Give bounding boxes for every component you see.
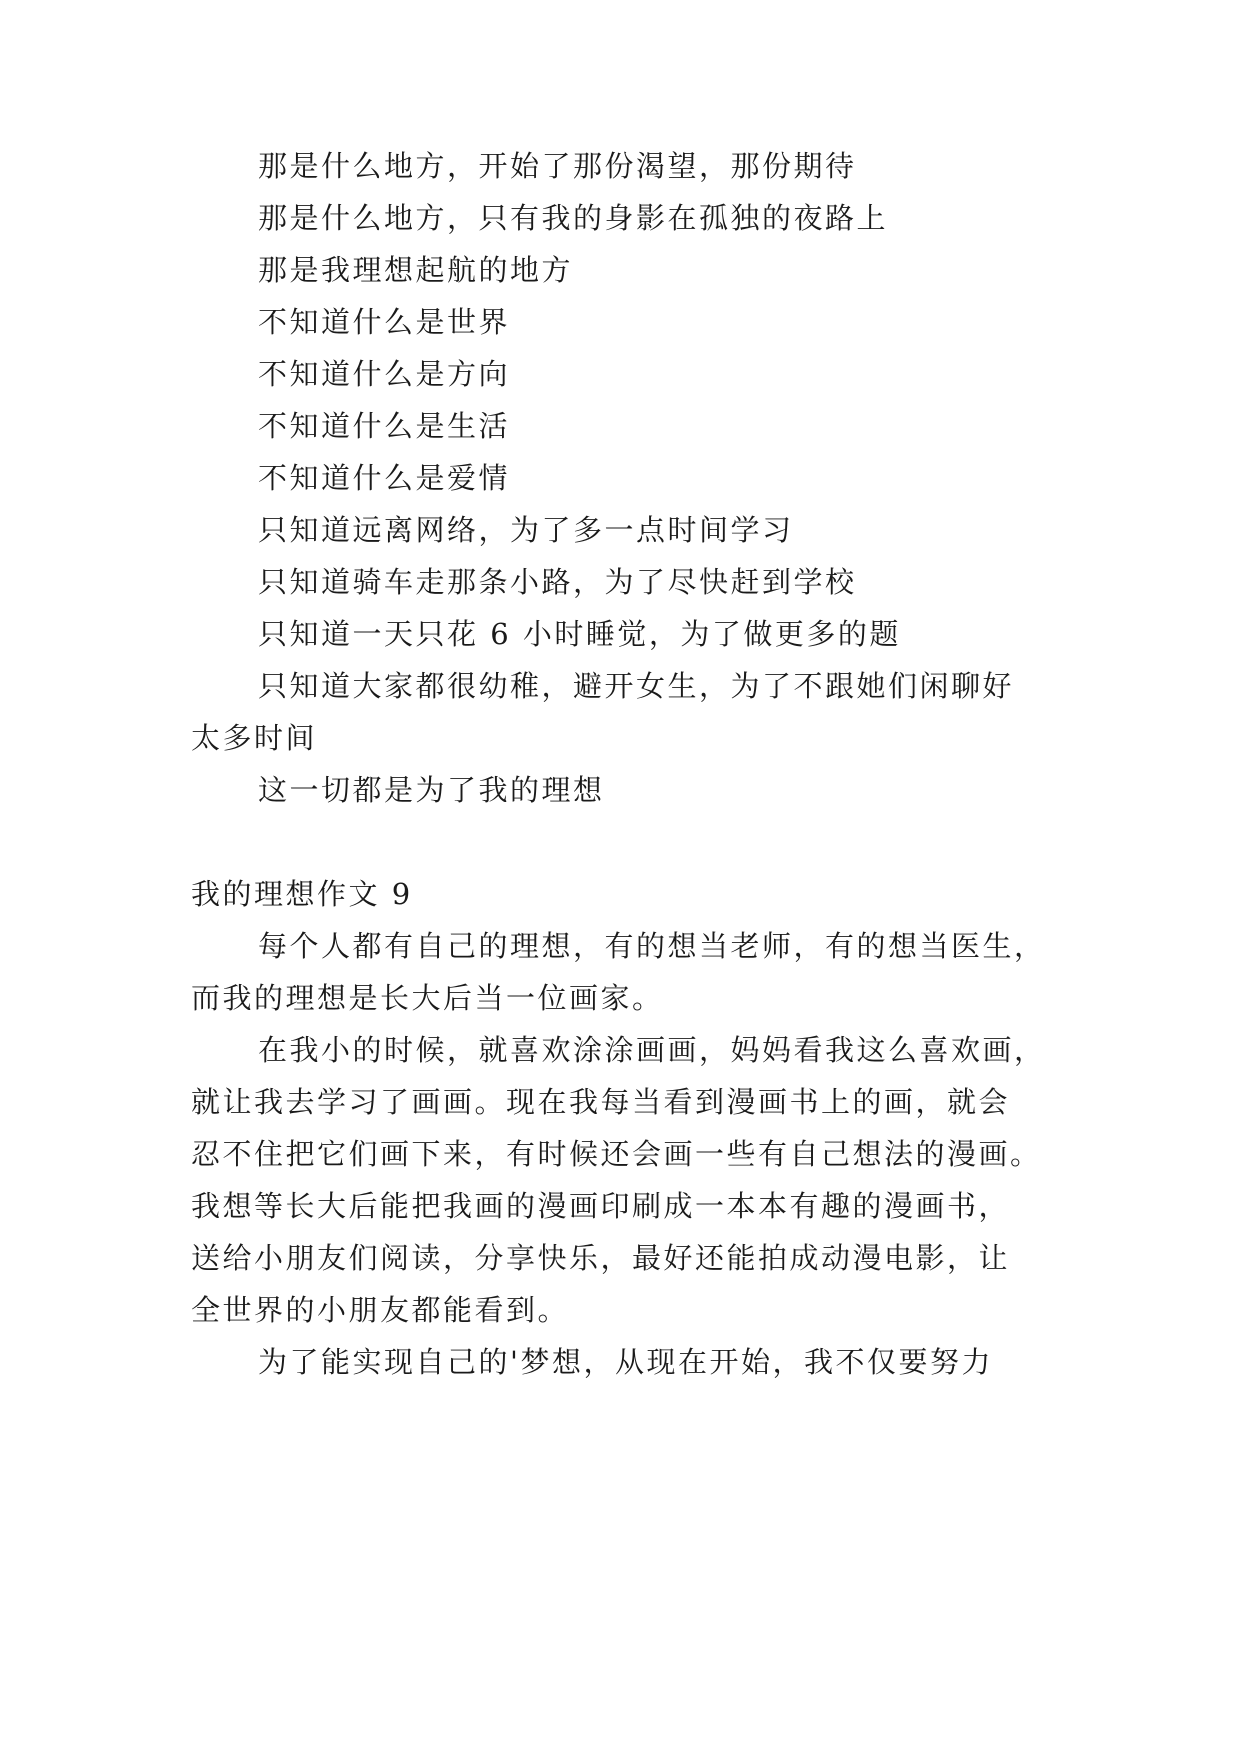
poem-line-2: 那是什么地方，只有我的身影在孤独的夜路上 bbox=[258, 201, 889, 235]
essay-line-8: 全世界的小朋友都能看到。 bbox=[191, 1293, 570, 1327]
essay-line-6: 我想等长大后能把我画的漫画印刷成一本本有趣的漫画书， bbox=[191, 1189, 1011, 1223]
poem-line-6: 不知道什么是生活 bbox=[258, 409, 511, 443]
poem-line-5: 不知道什么是方向 bbox=[258, 357, 511, 391]
essay-line-5: 忍不住把它们画下来，有时候还会画一些有自己想法的漫画。 bbox=[191, 1137, 1042, 1171]
poem-line-11: 只知道大家都很幼稚，避开女生，为了不跟她们闲聊好 bbox=[258, 669, 1015, 703]
poem-line-3: 那是我理想起航的地方 bbox=[258, 253, 574, 287]
essay-line-2: 而我的理想是长大后当一位画家。 bbox=[191, 981, 664, 1015]
poem-line-10: 只知道一天只花 6 小时睡觉，为了做更多的题 bbox=[258, 617, 901, 651]
poem-line-1: 那是什么地方，开始了那份渴望，那份期待 bbox=[258, 149, 857, 183]
essay-line-3: 在我小的时候，就喜欢涂涂画画，妈妈看我这么喜欢画， bbox=[258, 1033, 1046, 1067]
poem-line-12: 太多时间 bbox=[191, 721, 318, 755]
poem-line-9: 只知道骑车走那条小路，为了尽快赶到学校 bbox=[258, 565, 857, 599]
essay-line-1: 每个人都有自己的理想，有的想当老师，有的想当医生， bbox=[258, 929, 1046, 963]
poem-line-8: 只知道远离网络，为了多一点时间学习 bbox=[258, 513, 794, 547]
essay-line-4: 就让我去学习了画画。现在我每当看到漫画书上的画，就会 bbox=[191, 1085, 1011, 1119]
essay-line-7: 送给小朋友们阅读，分享快乐，最好还能拍成动漫电影，让 bbox=[191, 1241, 1011, 1275]
poem-line-4: 不知道什么是世界 bbox=[258, 305, 511, 339]
essay-title: 我的理想作文 9 bbox=[191, 877, 413, 911]
essay-line-9: 为了能实现自己的'梦想，从现在开始，我不仅要努力 bbox=[258, 1345, 993, 1379]
poem-line-7: 不知道什么是爱情 bbox=[258, 461, 511, 495]
poem-line-13: 这一切都是为了我的理想 bbox=[258, 773, 605, 807]
